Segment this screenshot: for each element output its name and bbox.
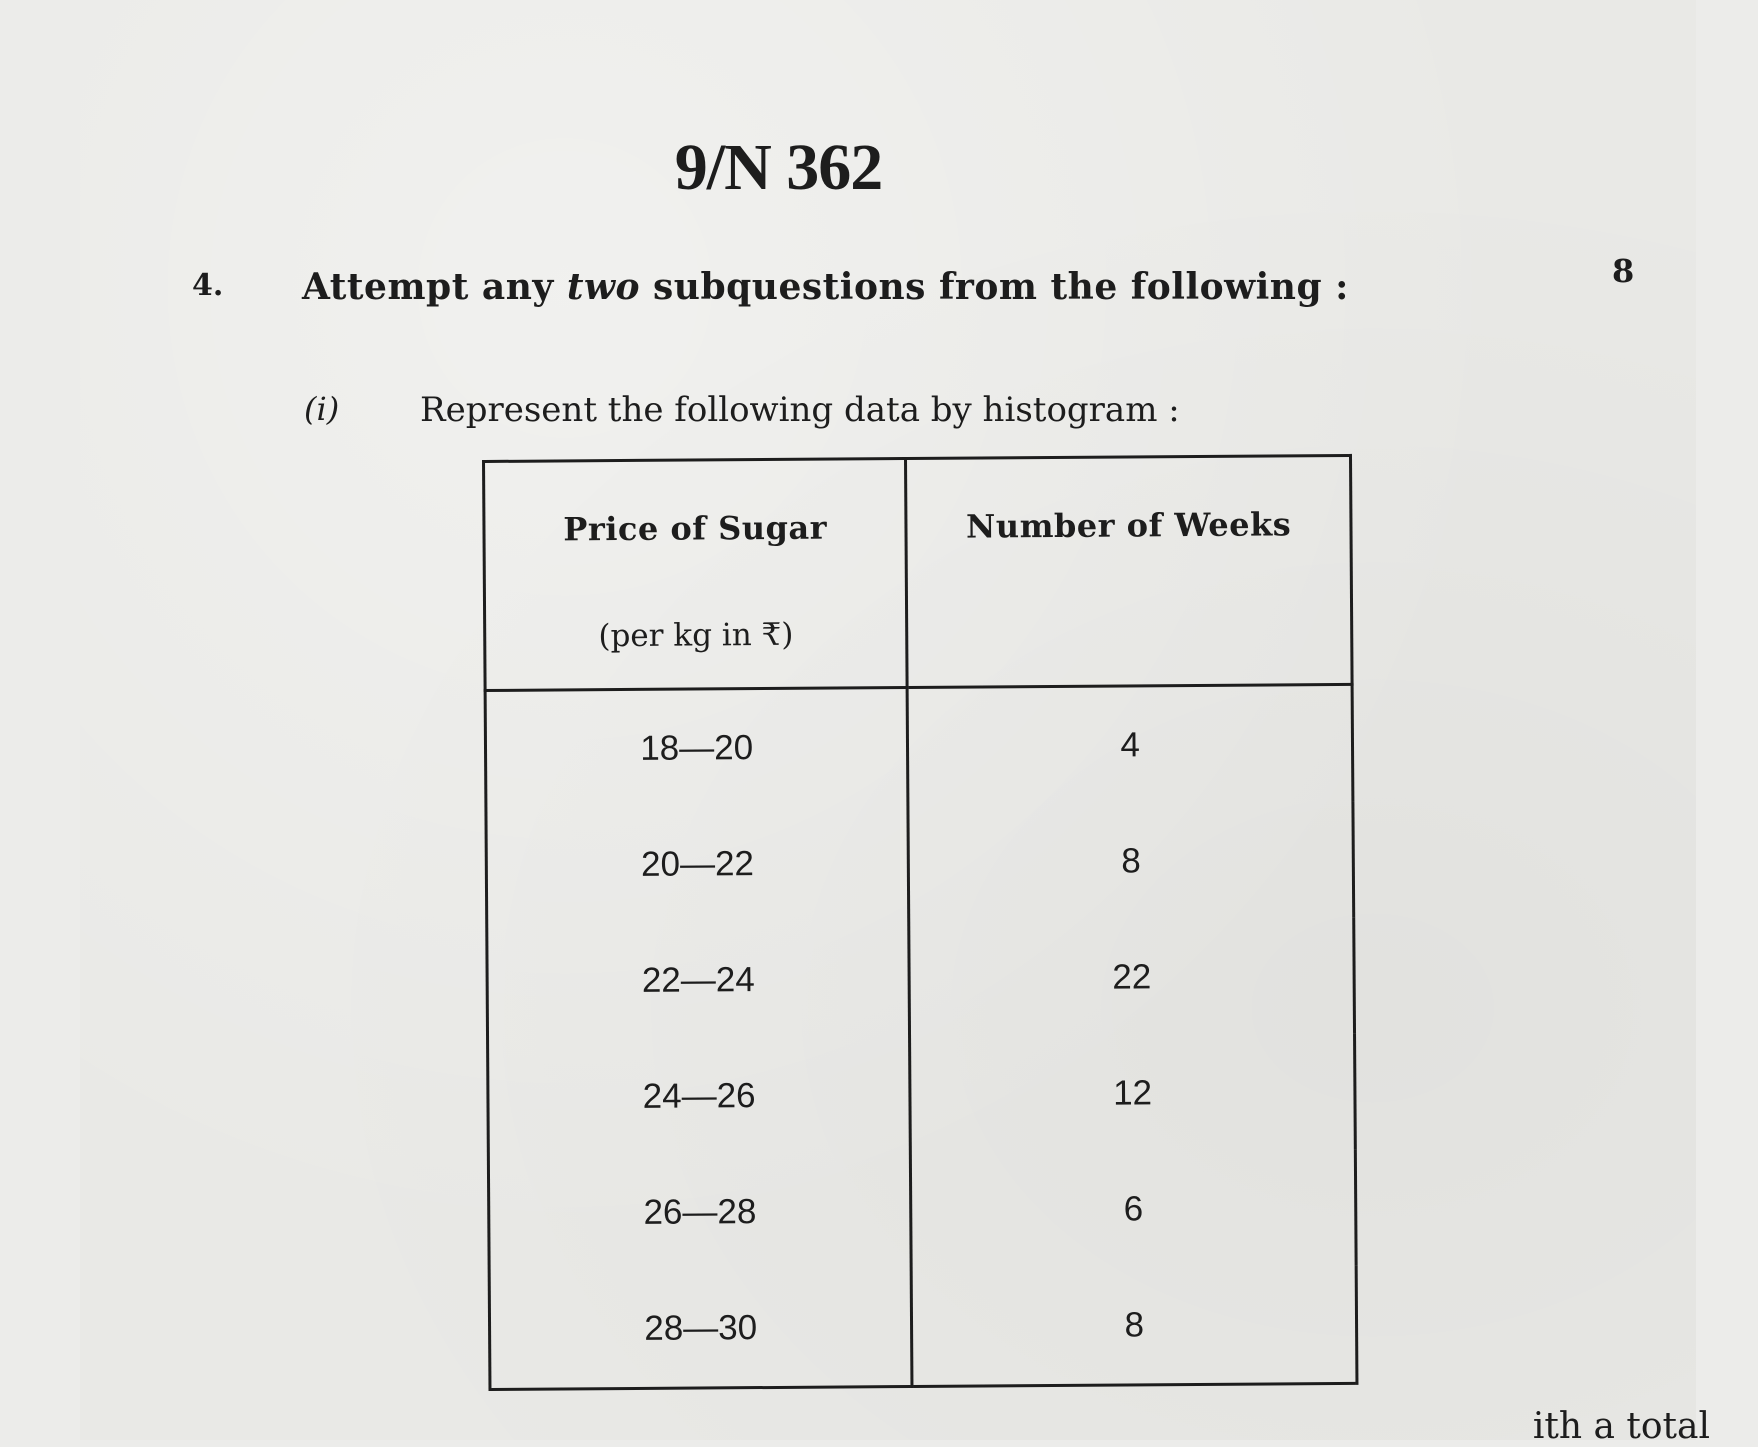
table-header-row [484,455,1353,690]
header-price-title: Price of Sugar [563,508,828,549]
weeks-cell: 6 [911,1150,1356,1269]
instruction-end: subquestions from the following : [639,266,1349,308]
subquestion-label: (i) [304,390,340,428]
weeks-cell: 8 [912,1266,1357,1387]
weeks-cell: 22 [909,918,1354,1037]
price-cell: 22—24 [487,921,910,1040]
question-number: 4. [192,268,224,303]
header-price-unit: (per kg in ₹) [598,616,794,655]
table-row [488,1034,1356,1156]
instruction-start: Attempt any [302,266,567,308]
exam-page [80,0,1710,1447]
cut-off-text-line [330,1406,1710,1447]
weeks-cell: 12 [910,1034,1355,1153]
cut-off-text: ith a total [1532,1406,1710,1447]
price-cell: 26—28 [488,1153,911,1272]
table-row [487,918,1355,1040]
question-instruction [302,266,1349,308]
price-cell: 24—26 [488,1037,911,1156]
table-row [488,1150,1356,1272]
price-cell: 20—22 [486,805,909,924]
table-row [486,802,1354,924]
table-row [489,1266,1357,1390]
sugar-price-table [482,454,1358,1391]
price-cell: 18—20 [485,688,908,808]
weeks-cell: 8 [908,802,1353,921]
header-weeks [906,455,1352,687]
paper-code: 9/N 362 [674,131,883,204]
weeks-cell: 4 [907,684,1352,805]
price-cell: 28—30 [489,1269,912,1389]
table-row [485,684,1353,808]
instruction-emphasis: two [566,266,640,308]
header-weeks-title: Number of Weeks [965,505,1292,546]
left-margin [0,0,80,1440]
header-price [484,459,908,691]
subquestion-text: Represent the following data by histogram : [420,390,1180,430]
question-marks: 8 [1612,252,1635,290]
right-margin [1696,0,1758,1440]
